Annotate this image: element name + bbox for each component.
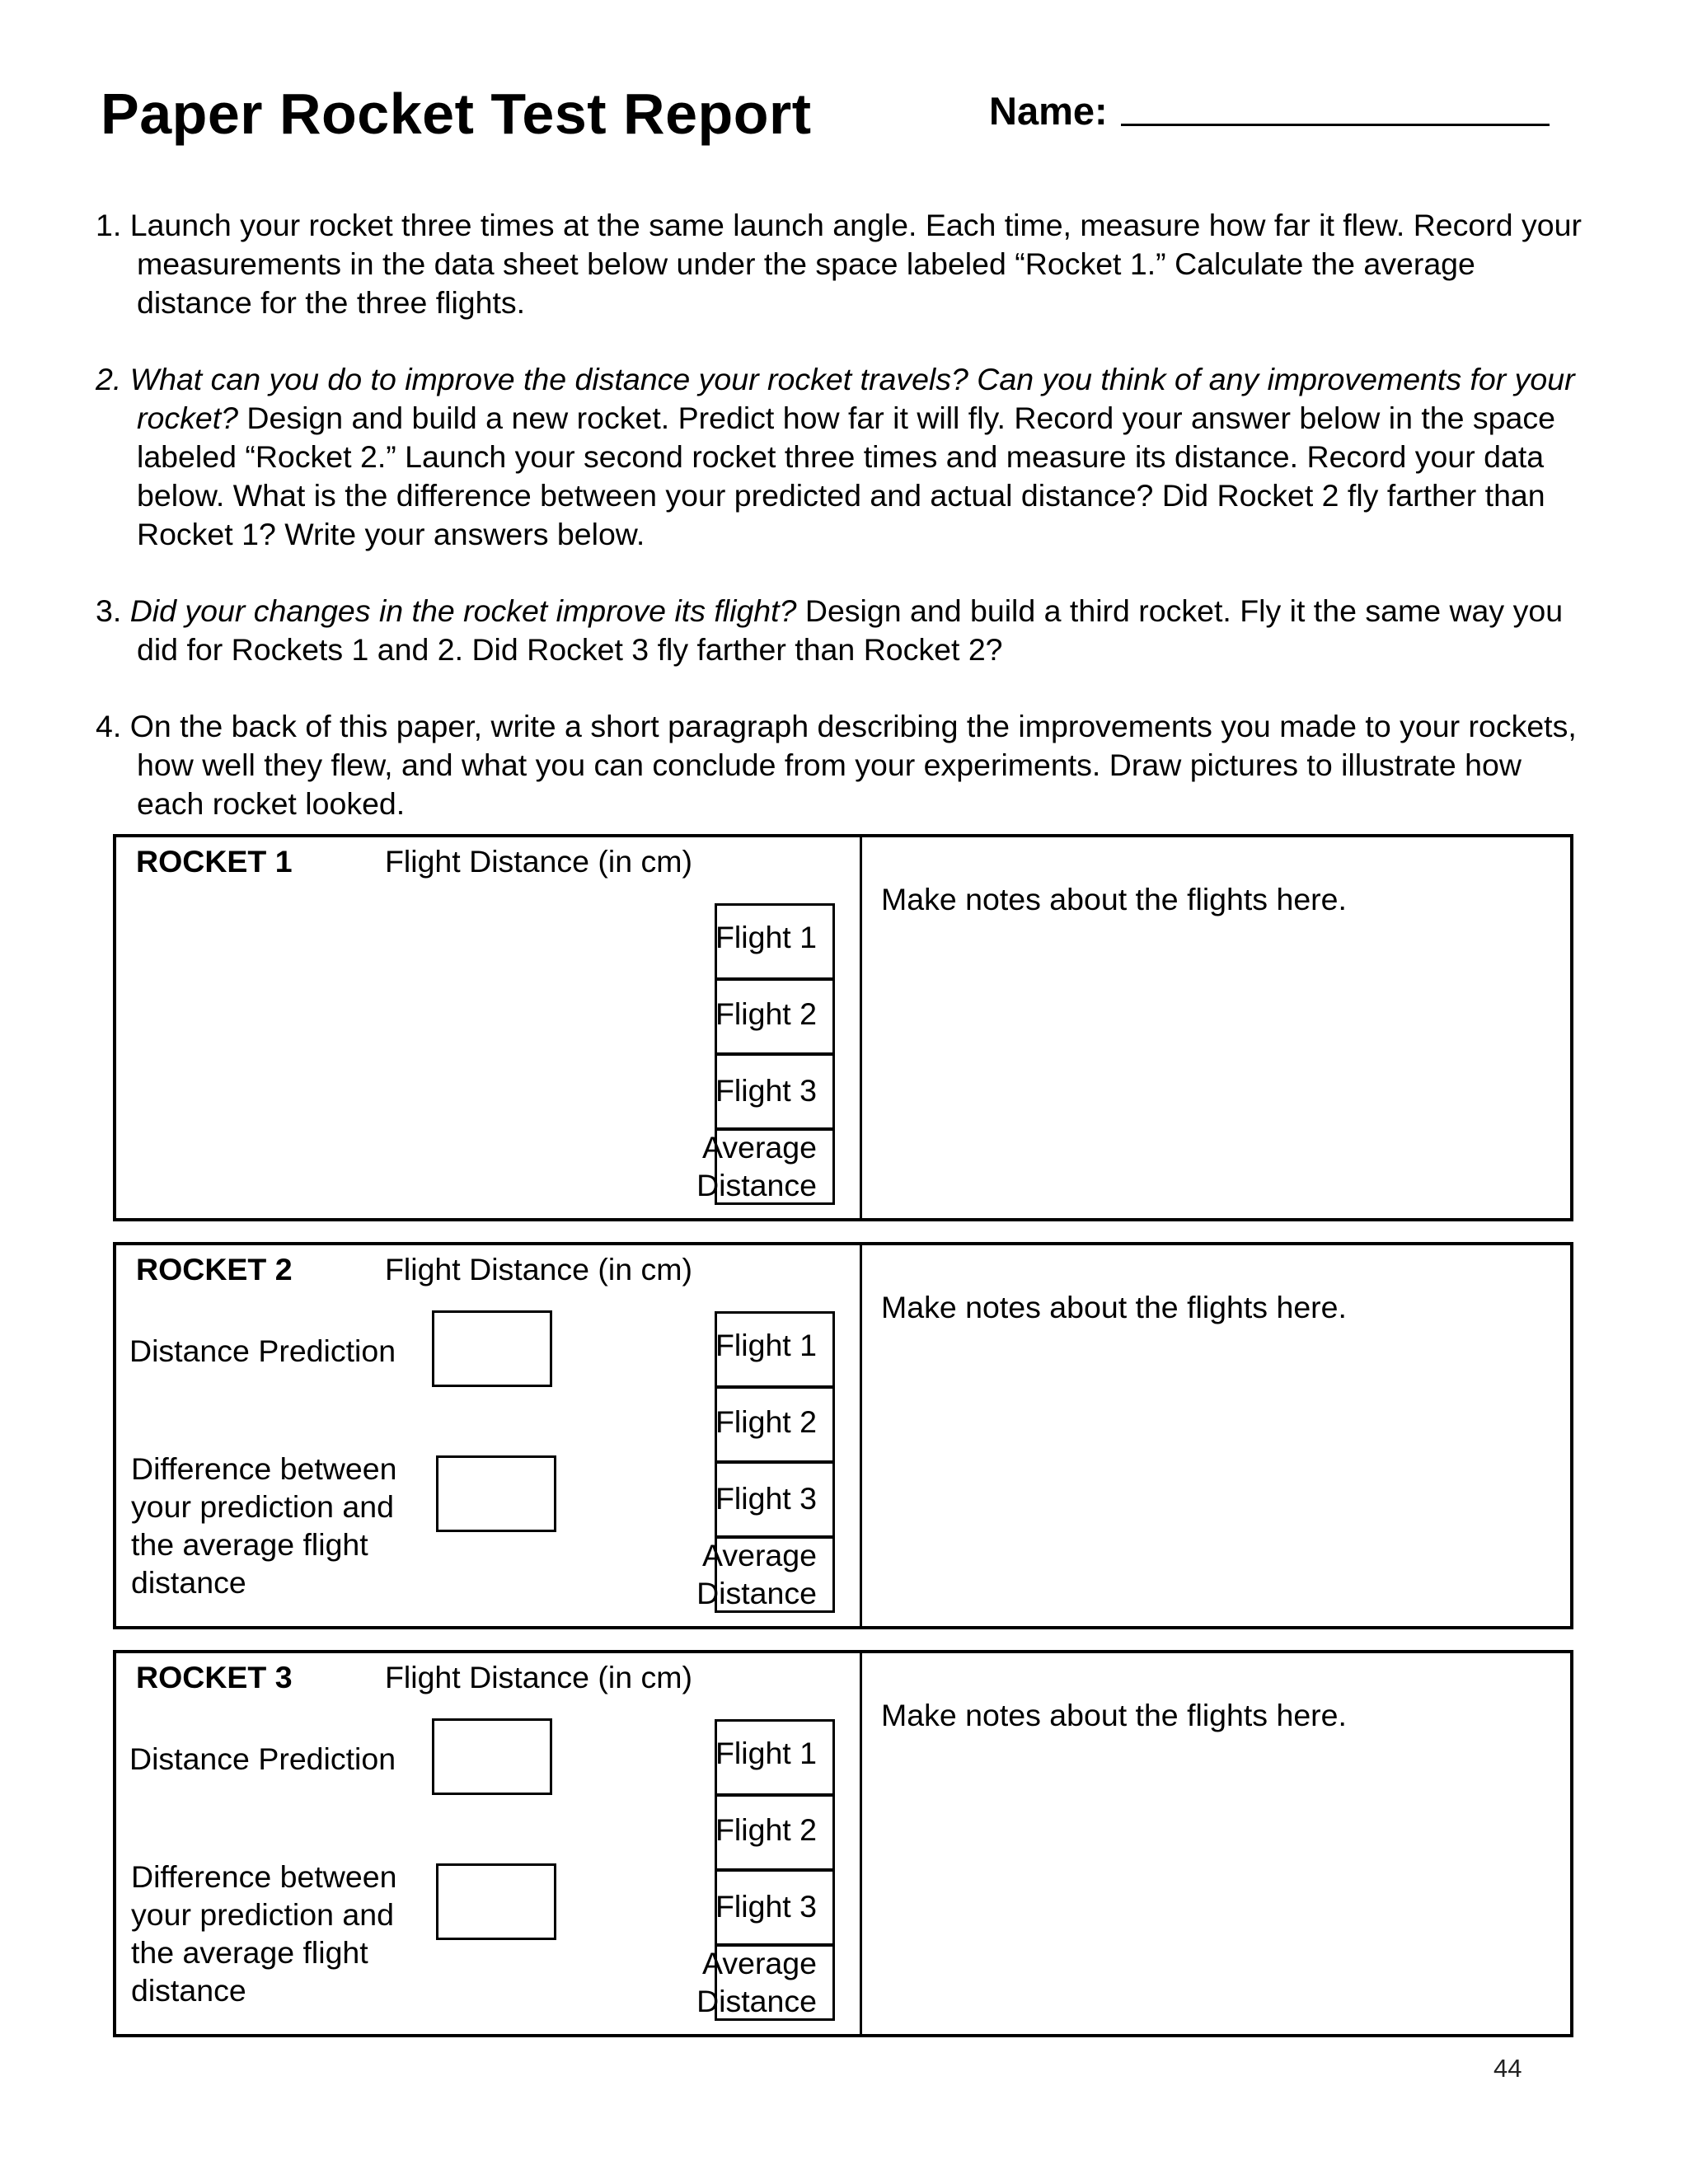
- rocket-2-distance-label: Distance: [696, 1576, 817, 1610]
- panel-divider: [860, 1245, 862, 1626]
- rocket-1-average-label: Average: [702, 1130, 817, 1165]
- rocket-2-diff-label-line-1: Difference between: [131, 1451, 397, 1486]
- rocket-3-difference-input[interactable]: [436, 1863, 556, 1940]
- name-label: Name:: [989, 89, 1108, 133]
- rocket-2-prediction-input[interactable]: [432, 1310, 552, 1387]
- rocket-3-diff-label-line-1: Difference between: [131, 1859, 397, 1894]
- rocket-1-title: ROCKET 1: [136, 844, 293, 879]
- rocket-2-flight-2-input[interactable]: [715, 1386, 835, 1463]
- rocket-2-panel: [113, 1242, 1573, 1629]
- instruction-2: [96, 360, 1596, 554]
- rocket-3-notes-label: Make notes about the flights here.: [881, 1698, 1347, 1732]
- rocket-2-prediction-label: Distance Prediction: [129, 1333, 396, 1368]
- rocket-3-prediction-input[interactable]: [432, 1718, 552, 1795]
- instruction-3-number: 3.: [96, 593, 130, 628]
- rocket-3-prediction-label: Distance Prediction: [129, 1741, 396, 1776]
- rocket-2-flight-2-label: Flight 2: [715, 1404, 817, 1439]
- panel-divider: [860, 837, 862, 1218]
- rocket-2-flight-3-input[interactable]: [715, 1461, 835, 1538]
- rocket-2-average-input[interactable]: [715, 1536, 835, 1613]
- instruction-3: [96, 592, 1596, 669]
- page-header: [0, 0, 1688, 165]
- instruction-2-text: Design and build a new rocket. Predict how far it will fly. Record your answer below in the space labeled “Rocket 2.” Launch your second rocket three times and measure its distance. Record your data below. What is the difference between your predicted and actual distance? Did Rocket 2 fly farther than Rocket 1? Write your answers below.: [137, 401, 1555, 551]
- panel-divider: [860, 1653, 862, 2034]
- rocket-1-flight-1-label: Flight 1: [715, 920, 817, 954]
- rocket-1-distance-label: Distance: [696, 1168, 817, 1202]
- rocket-3-average-label: Average: [702, 1946, 817, 1980]
- rocket-3-diff-label-line-2: your prediction and: [131, 1897, 394, 1932]
- rocket-2-diff-label-line-3: the average flight: [131, 1527, 368, 1562]
- rocket-2-diff-label-line-2: your prediction and: [131, 1489, 394, 1524]
- instructions: [96, 206, 1596, 861]
- rocket-2-flight-distance-label: Flight Distance (in cm): [385, 1252, 693, 1286]
- rocket-3-flight-3-label: Flight 3: [715, 1889, 817, 1924]
- rocket-2-notes-label: Make notes about the flights here.: [881, 1290, 1347, 1324]
- rocket-1-flight-2-label: Flight 2: [715, 996, 817, 1031]
- page-number: 44: [1493, 2054, 1522, 2083]
- rocket-2-diff-label-line-4: distance: [131, 1565, 246, 1600]
- rocket-1-flight-3-input[interactable]: [715, 1053, 835, 1130]
- rocket-1-average-input[interactable]: [715, 1128, 835, 1205]
- rocket-3-flight-1-label: Flight 1: [715, 1736, 817, 1770]
- rocket-1-notes-label: Make notes about the flights here.: [881, 882, 1347, 916]
- rocket-3-flight-1-input[interactable]: [715, 1719, 835, 1796]
- rocket-3-flight-3-input[interactable]: [715, 1869, 835, 1946]
- rocket-3-diff-label-line-3: the average flight: [131, 1935, 368, 1970]
- rocket-3-flight-2-label: Flight 2: [715, 1812, 817, 1847]
- instruction-3-question: Did your changes in the rocket improve its flight?: [129, 593, 797, 628]
- rocket-3-distance-label: Distance: [696, 1984, 817, 2018]
- rocket-2-flight-3-label: Flight 3: [715, 1481, 817, 1516]
- rocket-3-title: ROCKET 3: [136, 1660, 293, 1694]
- page-title: Paper Rocket Test Report: [101, 82, 812, 146]
- rocket-2-flight-1-label: Flight 1: [715, 1328, 817, 1362]
- instruction-1: 1. Launch your rocket three times at the same launch angle. Each time, measure how far it flew. Record your measurements in the data sheet below under the space labeled “Rocket 1.” Calculate the average distance for the three flights.: [96, 208, 1582, 320]
- rocket-3-flight-2-input[interactable]: [715, 1794, 835, 1871]
- rocket-3-panel: [113, 1650, 1573, 2037]
- rocket-1-flight-1-input[interactable]: [715, 903, 835, 980]
- instruction-3-text: Design and build a third rocket. Fly it the same way you did for Rockets 1 and 2. Did Rocket 3 fly farther than Rocket 2?: [137, 593, 1564, 667]
- rocket-3-average-input[interactable]: [715, 1944, 835, 2021]
- rocket-2-flight-1-input[interactable]: [715, 1311, 835, 1388]
- rocket-1-flight-distance-label: Flight Distance (in cm): [385, 844, 693, 879]
- instruction-4: 4. On the back of this paper, write a short paragraph describing the improvements you made to your rockets, how well they flew, and what you can conclude from your experiments. Draw pictures to illustrate how each rocket looked.: [96, 709, 1577, 821]
- instruction-2-question: 2. What can you do to improve the distance your rocket travels? Can you think of any improvements for your rocket?: [96, 362, 1575, 435]
- rocket-2-difference-input[interactable]: [436, 1455, 556, 1532]
- rocket-3-flight-distance-label: Flight Distance (in cm): [385, 1660, 693, 1694]
- name-field-line[interactable]: [1121, 124, 1550, 126]
- rocket-1-flight-2-input[interactable]: [715, 978, 835, 1055]
- rocket-1-flight-3-label: Flight 3: [715, 1073, 817, 1108]
- rocket-1-panel: [113, 834, 1573, 1221]
- rocket-2-average-label: Average: [702, 1538, 817, 1572]
- rocket-3-diff-label-line-4: distance: [131, 1973, 246, 2008]
- rocket-2-title: ROCKET 2: [136, 1252, 293, 1286]
